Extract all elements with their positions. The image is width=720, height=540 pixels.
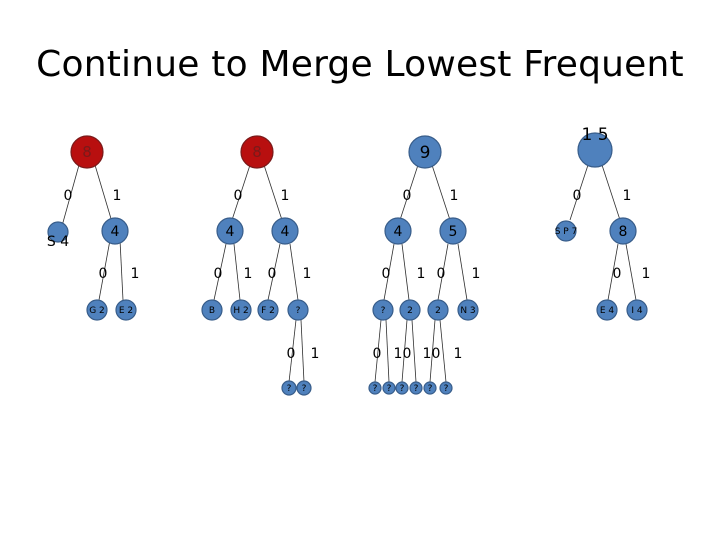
node-label: 8 [618, 224, 628, 240]
node-label: I 4 [631, 306, 643, 316]
tree-4 [555, 125, 651, 320]
edge-bit-label: 0 [286, 346, 296, 362]
edge-bit-label: 1 [471, 266, 481, 282]
node-label: ? [399, 384, 405, 394]
node-label: 4 [280, 224, 290, 240]
node-label: 9 [419, 143, 431, 163]
node-label: E 4 [599, 306, 615, 316]
edge-bit-label: 1 [310, 346, 320, 362]
node-label: 1 5 [581, 125, 609, 145]
edge-bit-label: 1 [130, 266, 140, 282]
edge-bit-label: 0 [381, 266, 391, 282]
edge-bit-label: 1 [393, 346, 403, 362]
node-label: ? [372, 384, 378, 394]
tree-3 [369, 136, 480, 394]
edge [386, 320, 389, 382]
edge-bit-label: 0 [267, 266, 277, 282]
node-label: 2 [407, 306, 413, 316]
edge-bit-label: 1 [112, 188, 122, 204]
edge-bit-label: 1 [449, 188, 459, 204]
node-label: ? [386, 384, 392, 394]
edge-bit-label: 0 [233, 188, 243, 204]
edge-bit-label: 0 [372, 346, 382, 362]
node-label: 5 [448, 224, 458, 240]
node-label: B [208, 306, 216, 316]
edge-bit-label: 0 [612, 266, 622, 282]
edge [234, 244, 240, 300]
node-label: 2 [435, 306, 441, 316]
edge-bit-label: 0 [213, 266, 223, 282]
node-label: N 3 [460, 306, 476, 316]
edge-bit-label: 1 [243, 266, 253, 282]
node-label: ? [301, 384, 307, 394]
edge [301, 320, 304, 382]
node-label: 4 [393, 224, 403, 240]
edge-bit-label: 1 [302, 266, 312, 282]
edge [95, 165, 112, 222]
node-label: ? [286, 384, 292, 394]
node-label: ? [413, 384, 419, 394]
edge [626, 244, 636, 300]
edge-bit-label: 0 [431, 346, 441, 362]
edge [120, 240, 123, 300]
node-label: H 2 [233, 306, 249, 316]
tree-1 [47, 136, 140, 320]
edge-bit-label: 1 [422, 346, 432, 362]
edge-bit-label: 1 [622, 188, 632, 204]
node-label: 4 [110, 224, 120, 240]
node-label: ? [443, 384, 449, 394]
node-label: G 2 [89, 306, 105, 316]
edge-bit-label: 1 [280, 188, 290, 204]
node-label: S P 7 [554, 227, 578, 237]
edge-bit-label: 1 [453, 346, 463, 362]
edge [402, 244, 409, 300]
node-label: ? [380, 306, 386, 316]
edge [440, 320, 446, 382]
node-label: ? [427, 384, 433, 394]
edge-bit-label: 0 [402, 346, 412, 362]
edge-bit-label: 0 [572, 188, 582, 204]
node-label: F 2 [261, 306, 275, 316]
slide-title: Continue to Merge Lowest Frequent [36, 44, 684, 85]
node-label: ? [295, 306, 301, 316]
node-label: 8 [82, 143, 92, 161]
edge-bit-label: 1 [416, 266, 426, 282]
edge [412, 320, 416, 382]
edge-bit-label: 0 [98, 266, 108, 282]
edge-bit-label: 1 [641, 266, 651, 282]
edge [290, 244, 298, 300]
node-label: 8 [252, 143, 262, 161]
tree-2 [202, 136, 319, 395]
edge [602, 165, 620, 220]
node-label: S 4 [46, 234, 70, 250]
edge [264, 165, 282, 220]
edge [432, 165, 450, 220]
node-label: 4 [225, 224, 235, 240]
edge-bit-label: 0 [436, 266, 446, 282]
edge [458, 244, 467, 300]
edge-bit-label: 0 [402, 188, 412, 204]
edge-bit-label: 0 [63, 188, 73, 204]
node-label: E 2 [118, 306, 134, 316]
